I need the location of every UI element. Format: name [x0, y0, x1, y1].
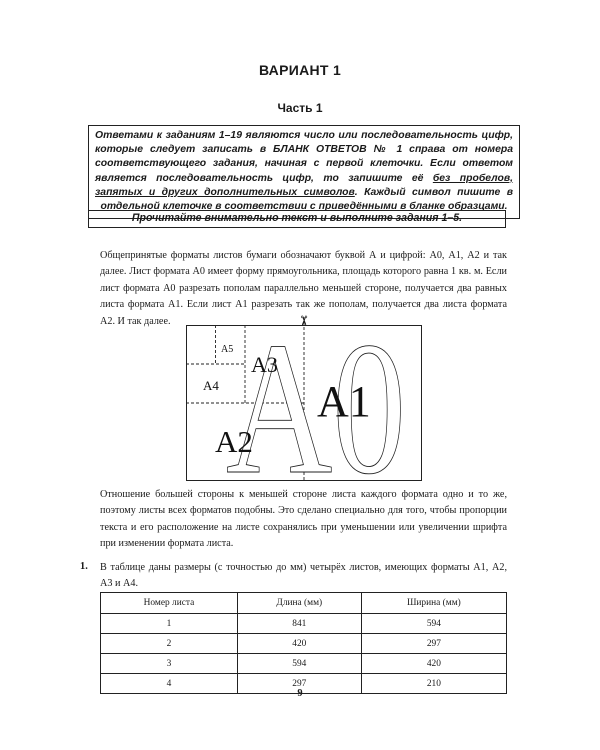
variant-title: ВАРИАНТ 1 — [258, 62, 342, 78]
label-a4: A4 — [203, 378, 219, 393]
cell-length: 841 — [237, 614, 361, 634]
task-number: 1. — [80, 561, 88, 572]
instructions-text-end: . Каждый символ пишите в отдельной клеточке в соответствии с приведёнными в бланке образцами. — [100, 186, 513, 213]
table-row — [101, 654, 507, 674]
cell-width: 210 — [361, 674, 506, 694]
scissors-icon: ✂ — [295, 315, 311, 327]
label-a3: A3 — [251, 352, 278, 377]
cell-number: 3 — [101, 654, 238, 674]
paper-formats-figure — [186, 313, 422, 481]
read-prompt-box: Прочитайте внимательно текст и выполните задания 1–5. — [88, 210, 506, 228]
task-text: В таблице даны размеры (с точностью до мм) четырёх листов, имеющих форматы А1, А2, А3 и А4. — [100, 562, 507, 589]
paragraph-similarity: Отношение большей стороны к меньшей стороне листа каждого формата одно и то же, поэтому листы всех форматов подобны. Это сделано специально для того, чтобы пропорции текста и его расположение на листе сохранялись при уменьшении или увеличении шрифта при изменении формата листа. — [100, 489, 507, 550]
cell-length: 297 — [237, 674, 361, 694]
cell-number: 1 — [101, 614, 238, 634]
cell-length: 420 — [237, 634, 361, 654]
instructions-underlined: без пробелов, запятых и других дополнительных символов — [95, 172, 513, 198]
label-a5: A5 — [221, 344, 234, 355]
header-length: Длина (мм) — [237, 593, 361, 614]
paragraph-formats: Общепринятые форматы листов бумаги обозначают буквой А и цифрой: А0, А1, А2 и так далее. Лист формата А0 имеет форму прямоугольника, площадь которого равна 1 кв. м. Если лист формата А0 разрезать пополам параллельно меньшей стороне, получается два равных листа формата А1. Если лист А1 разрезать так же пополам, получается два листа формата А2. И так далее. — [100, 250, 507, 327]
cell-number: 2 — [101, 634, 238, 654]
cell-number: 4 — [101, 674, 238, 694]
cell-width: 297 — [361, 634, 506, 654]
part-title: Часть 1 — [277, 101, 323, 115]
header-width: Ширина (мм) — [361, 593, 506, 614]
table-row — [101, 614, 507, 634]
sizes-table — [100, 592, 507, 694]
label-a1: A1 — [317, 377, 371, 426]
table-header-row — [101, 593, 507, 614]
cell-length: 594 — [237, 654, 361, 674]
cell-width: 420 — [361, 654, 506, 674]
cell-width: 594 — [361, 614, 506, 634]
label-a2: A2 — [215, 424, 253, 459]
table-row — [101, 634, 507, 654]
instructions-box — [88, 125, 520, 219]
label-a0: A0 — [226, 313, 406, 481]
header-sheet-number: Номер листа — [101, 593, 238, 614]
instructions-text-start: Ответами к заданиям 1–19 являются число или последовательность цифр, которые следует записать в БЛАНК ОТВЕТОВ № 1 справа от номера соответствующего задания, начиная с первой клеточки. Если ответом является последовательность цифр, то запишите её — [95, 130, 513, 184]
page-number: 9 — [297, 688, 303, 699]
